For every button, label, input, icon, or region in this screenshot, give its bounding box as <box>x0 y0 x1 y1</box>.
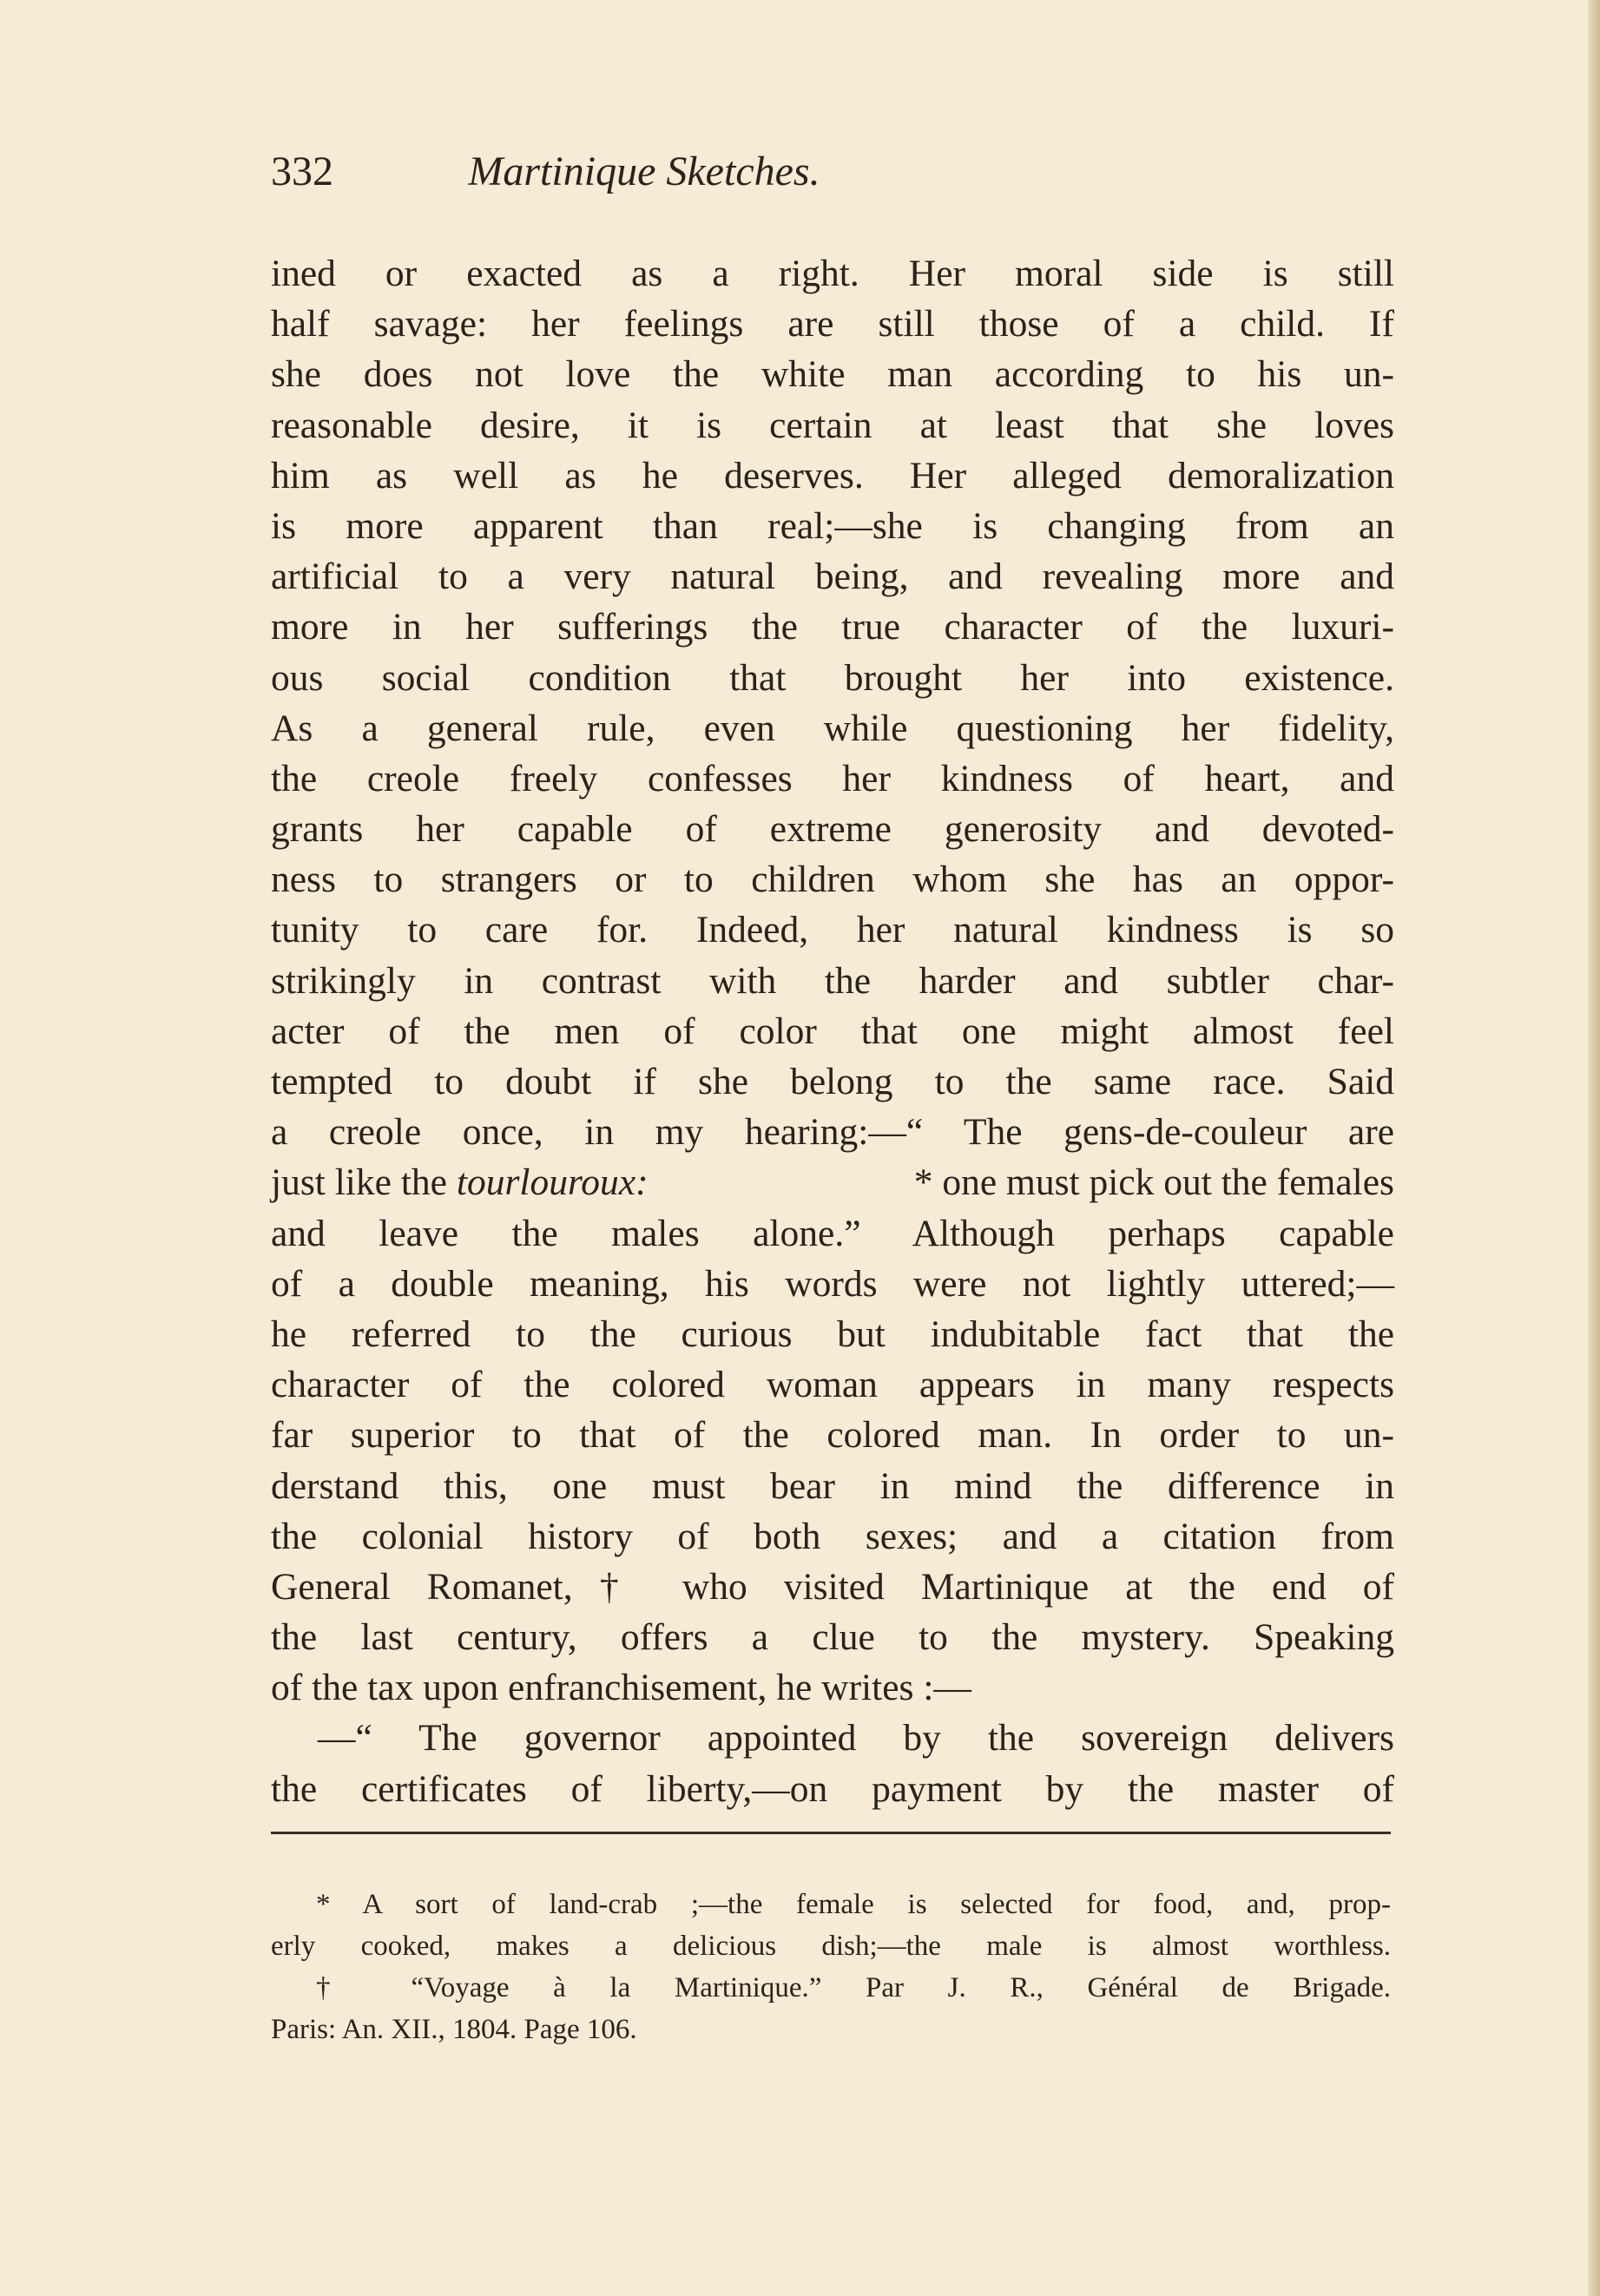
text-line: As a general rule, even while questioning her fidelity, <box>271 707 1394 749</box>
page-number: 332 <box>271 148 333 194</box>
footnote-line: erly cooked, makes a delicious dish;—the male is almost worthless. <box>271 1931 1391 1962</box>
text-line: character of the colored woman appears in many respects <box>271 1364 1394 1406</box>
text-line <box>271 1157 1394 1207</box>
footnote-line: Paris: An. XII., 1804. Page 106. <box>271 2014 637 2045</box>
text-fragment: just like the <box>271 1161 447 1204</box>
text-line: the certificates of liberty,—on payment by the master of <box>271 1767 1394 1810</box>
text-line: the creole freely confesses her kindness of heart, and <box>271 757 1394 799</box>
text-line: the last century, offers a clue to the mystery. Speaking <box>271 1616 1394 1659</box>
text-line: artificial to a very natural being, and revealing more and <box>271 556 1394 598</box>
text-line: is more apparent than real;—she is changing from an <box>271 504 1394 547</box>
text-line: a creole once, in my hearing:—“ The gens-de-couleur are <box>271 1111 1394 1154</box>
text-line: strikingly in contrast with the harder and subtler char- <box>271 959 1394 1002</box>
text-line: she does not love the white man according to his un- <box>271 353 1394 396</box>
page-edge-shadow <box>1588 0 1600 2296</box>
text-line: tempted to doubt if she belong to the same race. Said <box>271 1061 1394 1102</box>
footnote-divider <box>271 1832 1391 1834</box>
text-line: of the tax upon enfranchisement, he writes :— <box>271 1667 971 1709</box>
text-line: him as well as he deserves. Her alleged demoralization <box>271 454 1394 497</box>
text-line: far superior to that of the colored man. In order to un- <box>271 1414 1394 1457</box>
text-line: ined or exacted as a right. Her moral side is still <box>271 253 1394 294</box>
text-line: ous social condition that brought her into existence. <box>271 656 1394 699</box>
running-title: Martinique Sketches. <box>468 148 820 194</box>
text-line: derstand this, one must bear in mind the difference in <box>271 1464 1394 1507</box>
text-line: the colonial history of both sexes; and a citation from <box>271 1515 1394 1557</box>
text-line: tunity to care for. Indeed, her natural kindness is so <box>271 909 1394 951</box>
footnote-line: † “Voyage à la Martinique.” Par J. R., Général de Brigade. <box>316 1972 1391 2003</box>
text-line: acter of the men of color that one might almost feel <box>271 1010 1394 1052</box>
body-text <box>271 248 1394 1814</box>
text-fragment: * one must pick out the females <box>913 1161 1394 1204</box>
text-line: grants her capable of extreme generosity and devoted- <box>271 808 1394 851</box>
text-line: more in her sufferings the true character of the luxuri- <box>271 606 1394 648</box>
text-line: half savage: her feelings are still those of a child. If <box>271 303 1394 345</box>
italic-term: tourlouroux: <box>456 1161 649 1204</box>
running-header <box>271 148 1391 203</box>
footnote-line: * A sort of land-crab ;—the female is selected for food, and, prop- <box>316 1889 1391 1920</box>
text-line: General Romanet,† who visited Martinique at the end of <box>271 1565 1394 1608</box>
text-line: he referred to the curious but indubitable fact that the <box>271 1312 1394 1355</box>
text-line: reasonable desire, it is certain at least that she loves <box>271 404 1394 446</box>
footnotes <box>271 1884 1391 2050</box>
text-line: ness to strangers or to children whom she has an oppor- <box>271 859 1394 901</box>
text-line: of a double meaning, his words were not lightly uttered;— <box>271 1262 1394 1305</box>
text-line: —“ The governor appointed by the sovereign delivers <box>318 1717 1394 1760</box>
text-line: and leave the males alone.” Although perhaps capable <box>271 1212 1394 1254</box>
